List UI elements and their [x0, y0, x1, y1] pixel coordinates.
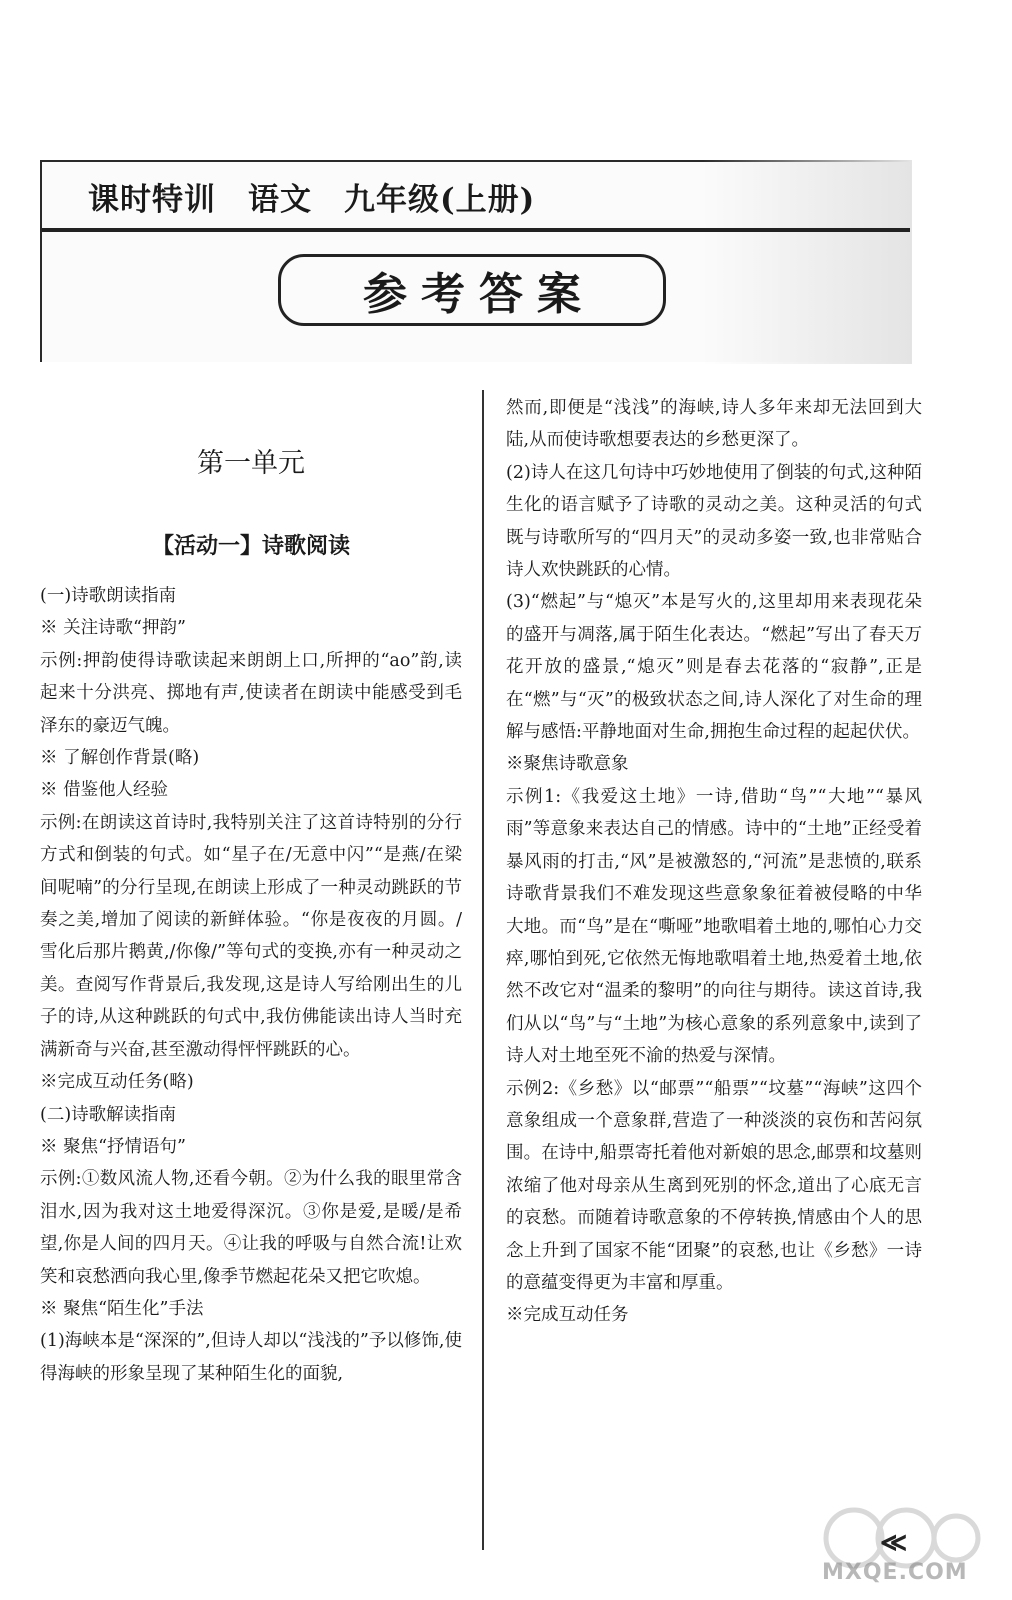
header-rule	[42, 228, 910, 232]
header-banner	[40, 160, 912, 362]
paragraph: 示例:押韵使得诗歌读起来朗朗上口,所押的“ao”韵,读起来十分洪亮、掷地有声,使读者在朗读中能感受到毛泽东的豪迈气魄。	[40, 650, 462, 736]
paragraph: (2)诗人在这几句诗中巧妙地使用了倒装的句式,这种陌生化的语言赋予了诗歌的灵动之美。这种灵活的句式既与诗歌所写的“四月天”的灵动多姿一致,也非常贴合诗人欢快跳跃的心情。	[506, 462, 922, 581]
paragraph: 然而,即便是“浅浅”的海峡,诗人多年来却无法回到大陆,从而使诗歌想要表达的乡愁更深了。	[506, 398, 922, 451]
paragraph: 示例1:《我爱这土地》一诗,借助“鸟”“大地”“暴风雨”等意象来表达自己的情感。诗中的“土地”正经受着暴风雨的打击,“风”是被激怒的,“河流”是悲愤的,联系诗歌背景我们不难发现这些意象象征着被侵略的中华大地。而“鸟”是在“嘶哑”地歌唱着土地的,哪怕心力交瘁,哪怕到死,它依然无悔地歌唱着土地,热爱着土地,依然不改它对“温柔的黎明”的向往与期待。读这首诗,我们从以“鸟”与“土地”为核心意象的系列意象中,读到了诗人对土地至死不渝的热爱与深情。	[506, 786, 922, 1067]
header-shade	[702, 160, 912, 364]
left-column	[40, 392, 462, 1390]
paragraph: 示例2:《乡愁》以“邮票”“船票”“坟墓”“海峡”这四个意象组成一个意象群,营造了一种淡淡的哀伤和苦闷氛围。在诗中,船票寄托着他对新娘的思念,邮票和坟墓则浓缩了他对母亲从生离到死别的怀念,道出了心底无言的哀愁。而随着诗歌意象的不停转换,情感由个人的思念上升到了国家不能“团聚”的哀愁,也让《乡愁》一诗的意蕴变得更为丰富和厚重。	[506, 1078, 922, 1293]
paragraph: (二)诗歌解读指南	[40, 1104, 177, 1125]
answer-title: 参考答案	[363, 269, 595, 320]
column-divider	[482, 390, 484, 1550]
series-title: 课时特训 语文 九年级(上册)	[88, 182, 536, 218]
answer-title-frame	[278, 254, 666, 326]
paragraph: (1)海峡本是“深深的”,但诗人却以“浅浅的”予以修饰,使得海峡的形象呈现了某种陌生化的面貌,	[40, 1331, 462, 1384]
activity-title: 【活动一】诗歌阅读	[151, 533, 350, 559]
paragraph: (一)诗歌朗读指南	[40, 586, 177, 606]
paragraph: 示例:在朗读这首诗时,我特别关注了这首诗特别的分行方式和倒装的句式。如“星子在/无意中闪”“是燕/在梁间呢喃”的分行呈现,在朗读上形成了一种灵动跳跃的节奏之美,增加了阅读的新鲜体验。“你是夜夜的月圆。/雪化后那片鹅黄,/你像/”等句式的变换,亦有一种灵动之美。查阅写作背景后,我发现,这是诗人写给刚出生的儿子的诗,从这种跳跃的句式中,我仿佛能读出诗人当时充满新奇与兴奋,甚至激动得怦怦跳跃的心。	[40, 812, 462, 1060]
paragraph: ※完成互动任务	[506, 1305, 629, 1326]
page-arrow-icon: ≪	[880, 1528, 908, 1558]
paragraph: ※ 聚焦“抒情语句”	[40, 1136, 186, 1157]
paragraph: ※ 借鉴他人经验	[40, 780, 169, 801]
watermark-text: MXQE.COM	[822, 1560, 968, 1585]
paragraph: ※ 了解创作背景(略)	[40, 748, 200, 769]
paragraph: ※聚焦诗歌意象	[506, 754, 629, 775]
unit-title: 第一单元	[197, 448, 305, 479]
paragraph: (3)“燃起”与“熄灭”本是写火的,这里却用来表现花朵的盛开与凋落,属于陌生化表达。“燃起”写出了春天万花开放的盛景,“熄灭”则是春去花落的“寂静”,正是在“燃”与“灭”的极致状态之间,诗人深化了对生命的理解与感悟:平静地面对生命,拥抱生命过程的起起伏伏。	[506, 592, 922, 743]
paragraph: 示例:①数风流人物,还看今朝。②为什么我的眼里常含泪水,因为我对这土地爱得深沉。③你是爱,是暖/是希望,你是人间的四月天。④让我的呼吸与自然合流!让欢笑和哀愁洒向我心里,像季节燃起花朵又把它吹熄。	[40, 1169, 462, 1287]
right-column	[506, 392, 922, 1332]
paragraph: ※ 聚焦“陌生化”手法	[40, 1298, 204, 1319]
paragraph: ※完成互动任务(略)	[40, 1072, 194, 1093]
paragraph: ※ 关注诗歌“押韵”	[40, 618, 186, 639]
